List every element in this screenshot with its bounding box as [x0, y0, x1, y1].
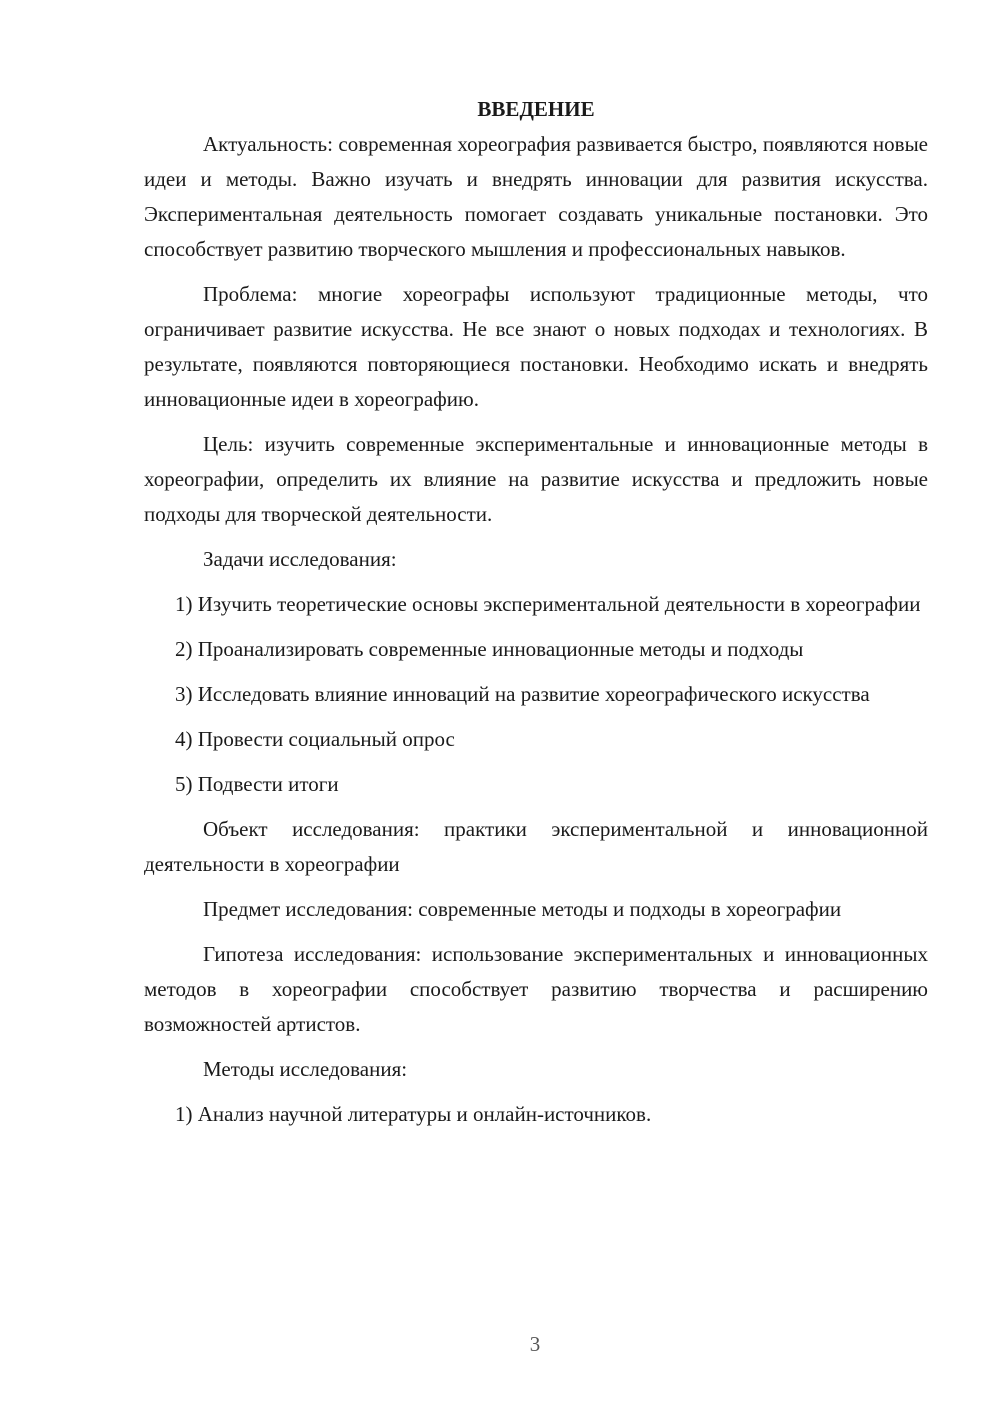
- task-item: 3) Исследовать влияние инноваций на развитие хореографического искусства: [175, 682, 870, 706]
- task-item: 1) Изучить теоретические основы экспериментальной деятельности в хореографии: [175, 592, 921, 616]
- paragraph-subject: Предмет исследования: современные методы и подходы в хореографии: [203, 897, 842, 921]
- paragraph-hypothesis: Гипотеза исследования: использование экспериментальных и инновационных методов в хореографии способствует развитию творчества и расширению возможностей артистов.: [144, 942, 928, 1036]
- section-title: ВВЕДЕНИЕ: [477, 97, 595, 121]
- task-item: 2) Проанализировать современные инновационные методы и подходы: [175, 637, 804, 661]
- page-number: 3: [529, 1332, 541, 1356]
- paragraph-goal: Цель: изучить современные экспериментальные и инновационные методы в хореографии, определить их влияние на развитие искусства и предложить новые подходы для творческой деятельности.: [144, 432, 928, 526]
- task-item: 4) Провести социальный опрос: [175, 727, 455, 751]
- method-item: 1) Анализ научной литературы и онлайн-источников.: [175, 1102, 652, 1126]
- document-page: [144, 92, 928, 1142]
- task-item: 5) Подвести итоги: [175, 772, 339, 796]
- tasks-heading: Задачи исследования:: [203, 547, 397, 571]
- paragraph-relevance: Актуальность: современная хореография развивается быстро, появляются новые идеи и методы. Важно изучать и внедрять инновации для развития искусства. Экспериментальная деятельность помогает создавать уникальные постановки. Это способствует развитию творческого мышления и профессиональных навыков.: [144, 132, 928, 261]
- paragraph-problem: Проблема: многие хореографы используют традиционные методы, что ограничивает развитие искусства. Не все знают о новых подходах и технологиях. В результате, появляются повторяющиеся постановки. Необходимо искать и внедрять инновационные идеи в хореографию.: [144, 282, 928, 411]
- methods-heading: Методы исследования:: [203, 1057, 408, 1081]
- paragraph-object: Объект исследования: практики экспериментальной и инновационной деятельности в хореографии: [144, 817, 928, 876]
